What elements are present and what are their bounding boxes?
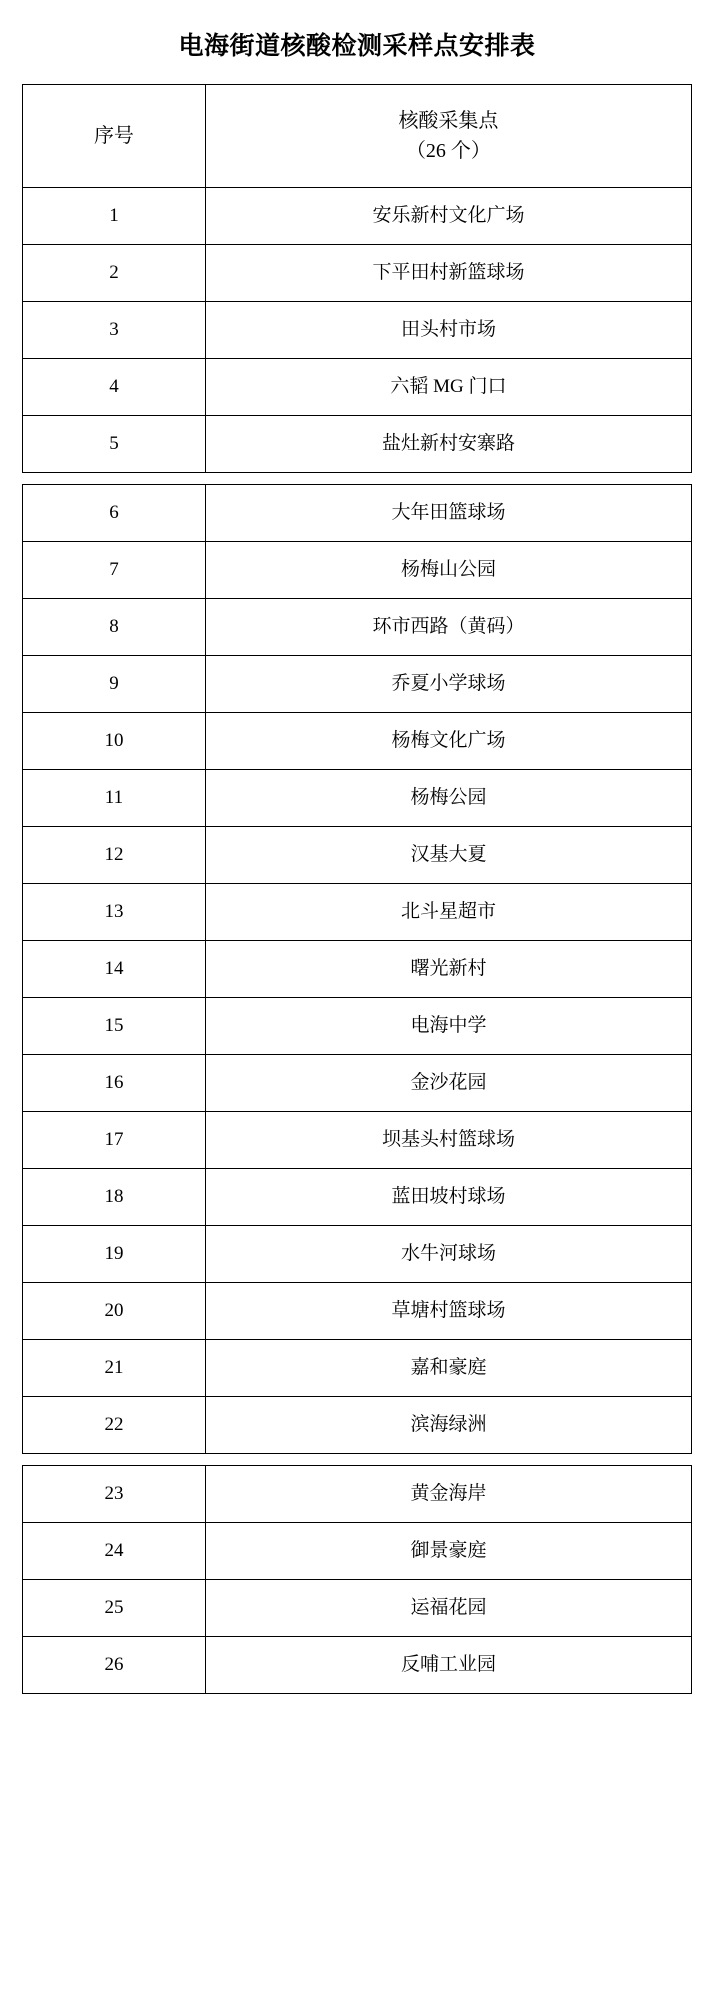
row-index-cell: 18 [23,1169,206,1226]
row-index-cell: 10 [23,713,206,770]
table-row [23,1340,692,1397]
row-index-cell: 12 [23,827,206,884]
table-row [23,245,692,302]
table-row [23,1112,692,1169]
row-index-cell: 11 [23,770,206,827]
table-row [23,1466,692,1523]
row-site-cell: 安乐新村文化广场 [205,188,691,245]
row-index-cell: 17 [23,1112,206,1169]
row-index-cell: 24 [23,1523,206,1580]
group-separator-cell [23,473,692,485]
row-index-cell: 21 [23,1340,206,1397]
table-row [23,884,692,941]
row-site-cell: 下平田村新篮球场 [205,245,691,302]
table-row [23,1637,692,1694]
table-row [23,998,692,1055]
row-index-cell: 3 [23,302,206,359]
table-body [23,85,692,1694]
row-site-cell: 杨梅公园 [205,770,691,827]
table-row [23,542,692,599]
row-index-cell: 14 [23,941,206,998]
group-separator [23,1454,692,1466]
table-header-row [23,85,692,188]
table-row [23,599,692,656]
row-site-cell: 草塘村篮球场 [205,1283,691,1340]
row-index-cell: 1 [23,188,206,245]
table-row [23,1169,692,1226]
page-title: 电海街道核酸检测采样点安排表 [178,32,536,60]
row-site-cell: 杨梅山公园 [205,542,691,599]
table-container [0,84,714,1694]
row-index-cell: 8 [23,599,206,656]
row-index-cell: 9 [23,656,206,713]
row-site-cell: 盐灶新村安寨路 [205,416,691,473]
table-row [23,188,692,245]
row-index-cell: 2 [23,245,206,302]
bottom-spacer [0,1694,714,1714]
row-site-cell: 北斗星超市 [205,884,691,941]
header-site-label: 核酸采集点 [398,110,499,132]
group-separator [23,473,692,485]
header-site-cell [205,85,691,188]
row-site-cell: 电海中学 [205,998,691,1055]
group-separator-cell [23,1454,692,1466]
table-row [23,770,692,827]
row-index-cell: 23 [23,1466,206,1523]
row-index-cell: 16 [23,1055,206,1112]
row-index-cell: 20 [23,1283,206,1340]
table-row [23,1226,692,1283]
table-row [23,302,692,359]
row-site-cell: 水牛河球场 [205,1226,691,1283]
row-site-cell: 曙光新村 [205,941,691,998]
row-site-cell: 黄金海岸 [205,1466,691,1523]
row-site-cell: 六韬 MG 门口 [205,359,691,416]
row-index-cell: 7 [23,542,206,599]
row-site-cell: 乔夏小学球场 [205,656,691,713]
table-row [23,416,692,473]
header-index-label: 序号 [93,124,134,147]
row-index-cell: 26 [23,1637,206,1694]
row-site-cell: 滨海绿洲 [205,1397,691,1454]
table-row [23,1397,692,1454]
row-index-cell: 6 [23,485,206,542]
sampling-points-table [22,84,692,1694]
row-site-cell: 杨梅文化广场 [205,713,691,770]
row-site-cell: 大年田篮球场 [205,485,691,542]
row-site-cell: 汉基大夏 [205,827,691,884]
row-site-cell: 环市西路（黄码） [205,599,691,656]
row-index-cell: 15 [23,998,206,1055]
row-index-cell: 19 [23,1226,206,1283]
row-site-cell: 御景豪庭 [205,1523,691,1580]
row-site-cell: 运福花园 [205,1580,691,1637]
table-row [23,713,692,770]
row-index-cell: 13 [23,884,206,941]
table-row [23,941,692,998]
row-site-cell: 金沙花园 [205,1055,691,1112]
row-site-cell: 田头村市场 [205,302,691,359]
table-row [23,485,692,542]
table-row [23,1055,692,1112]
header-site-count: （26 个） [405,140,491,162]
table-row [23,1523,692,1580]
row-site-cell: 反哺工业园 [205,1637,691,1694]
row-index-cell: 22 [23,1397,206,1454]
row-index-cell: 5 [23,416,206,473]
table-row [23,1580,692,1637]
table-row [23,1283,692,1340]
table-row [23,656,692,713]
header-index-cell [23,85,206,188]
row-index-cell: 4 [23,359,206,416]
table-row [23,359,692,416]
row-index-cell: 25 [23,1580,206,1637]
row-site-cell: 蓝田坡村球场 [205,1169,691,1226]
row-site-cell: 坝基头村篮球场 [205,1112,691,1169]
table-row [23,827,692,884]
row-site-cell: 嘉和豪庭 [205,1340,691,1397]
